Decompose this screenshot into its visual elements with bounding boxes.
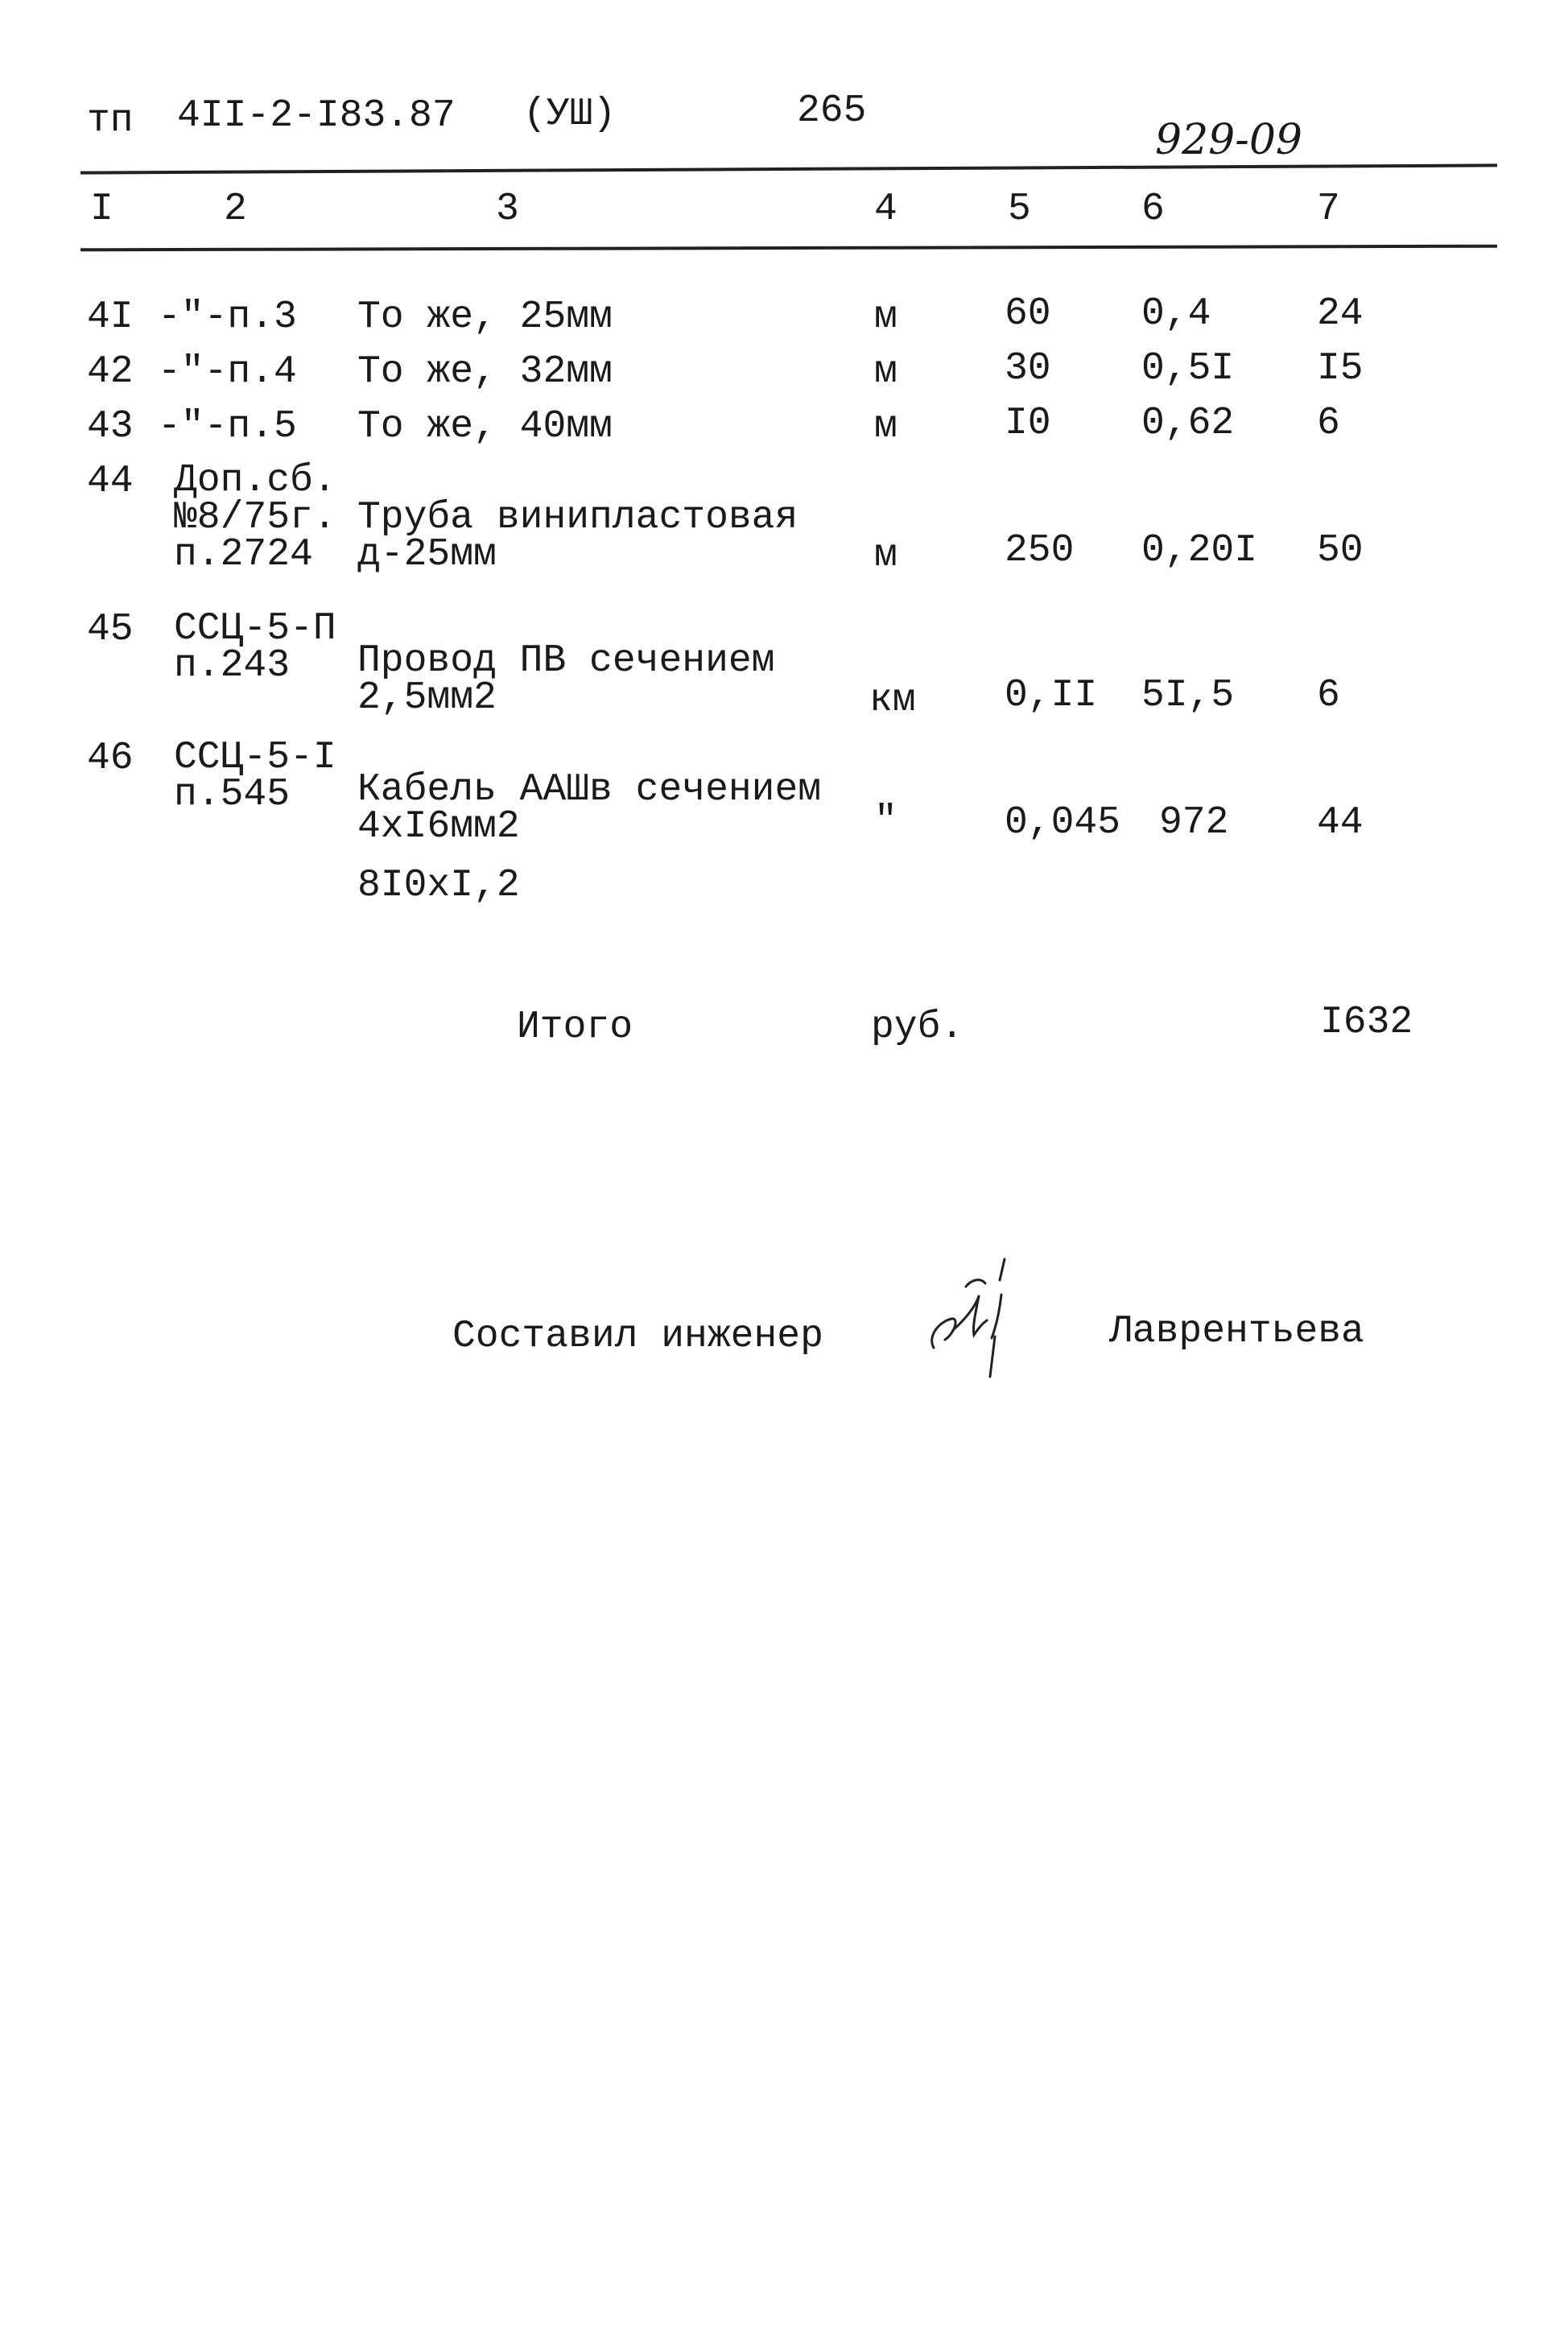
engineer-name: Лаврентьева [1109,1310,1364,1353]
row-41-price: 0,4 [1141,292,1211,336]
row-44-total: 50 [1317,529,1364,572]
row-46-price: 972 [1159,801,1229,845]
header-code: 4II-2-I83.87 [177,94,456,138]
row-45-unit: км [869,679,916,722]
row-46-reference: ССЦ-5-I п.545 [174,736,336,816]
total-value: I632 [1320,1001,1413,1044]
row-45-number: 45 [87,608,134,651]
header-prefix: тп [87,99,134,143]
row-45-reference: ССЦ-5-П п.243 [174,607,336,688]
table-header-rule [80,245,1497,252]
row-45-quantity: 0,II [1005,674,1098,717]
handwritten-signature [918,1256,1063,1393]
row-41-unit: м [874,295,897,339]
row-46-name: Кабель ААШв сечением 4хI6мм2 [357,768,822,849]
total-unit: руб. [871,1006,964,1049]
row-44-number: 44 [87,460,134,503]
column-header-3: 3 [496,188,519,231]
column-header-5: 5 [1008,188,1031,231]
row-46-calculation: 8I0хI,2 [357,864,520,907]
row-44-name: Труба винипластовая д-25мм [357,496,798,576]
row-43-price: 0,62 [1141,402,1235,445]
row-42-name: То же, 32мм [357,350,613,394]
row-44-quantity: 250 [1005,529,1075,572]
row-45-name: Провод ПВ сечением 2,5мм2 [357,639,775,720]
row-45-total: 6 [1317,674,1340,717]
row-43-name: То же, 40мм [357,405,613,448]
column-header-6: 6 [1141,188,1165,231]
row-45-price: 5I,5 [1141,674,1235,717]
row-46-unit: " [874,799,897,843]
row-41-reference: -"-п.3 [158,295,297,339]
row-43-quantity: I0 [1005,402,1051,445]
row-43-reference: -"-п.5 [158,405,297,448]
row-43-unit: м [874,405,897,448]
row-42-number: 42 [87,350,134,394]
column-header-4: 4 [874,188,897,231]
column-header-1: I [90,188,113,231]
column-header-2: 2 [224,188,247,231]
row-46-quantity: 0,045 [1005,801,1121,845]
row-41-name: То же, 25мм [357,295,613,339]
row-42-quantity: 30 [1005,347,1051,390]
column-header-7: 7 [1317,188,1340,231]
row-46-total: 44 [1317,801,1364,845]
total-label: Итого [517,1006,633,1049]
header-series: (УШ) [523,93,617,136]
row-42-total: I5 [1317,347,1364,390]
row-41-number: 4I [87,295,134,339]
row-41-quantity: 60 [1005,292,1051,336]
row-44-unit: м [874,534,897,577]
row-42-reference: -"-п.4 [158,350,297,394]
compiled-by-label: Составил инженер [452,1315,823,1358]
row-46-number: 46 [87,737,134,780]
row-44-reference: Доп.сб. №8/75г. п.2724 [174,459,336,576]
row-43-total: 6 [1317,402,1340,445]
table-top-rule [80,163,1497,174]
row-42-price: 0,5I [1141,347,1235,390]
row-44-price: 0,20I [1141,529,1258,572]
header-sheet-code: 929-09 [1155,116,1302,164]
row-41-total: 24 [1317,292,1364,336]
row-43-number: 43 [87,405,134,448]
row-42-unit: м [874,350,897,394]
header-page-number: 265 [797,89,867,133]
